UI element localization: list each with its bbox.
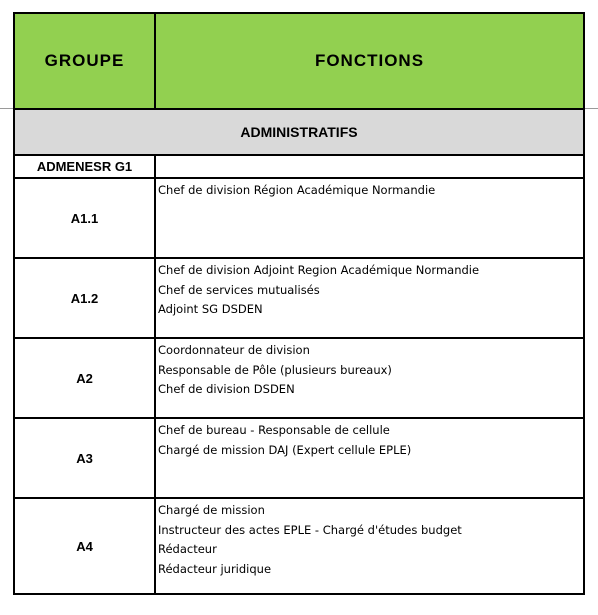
function-line: Chef de division Région Académique Normandie [158,183,436,197]
function-line: Rédacteur [158,542,217,556]
table-row [14,498,584,594]
function-line: Responsable de Pôle (plusieurs bureaux) [158,362,392,377]
function-line: Chef de services mutualisés [158,282,320,297]
group-code: A3 [14,418,155,498]
header-group: GROUPE [14,13,155,109]
function-line: Chargé de mission [158,503,265,517]
corps-name: ADMENESR G1 [14,155,155,178]
table-row [14,178,584,258]
corps-value [155,155,584,178]
functions-table [13,12,585,595]
function-line: Coordonnateur de division [158,343,310,357]
function-line: Chargé de mission DAJ (Expert cellule EPLE) [158,442,412,457]
table-row [14,258,584,338]
function-line: Chef de division DSDEN [158,382,295,396]
header-row [14,13,584,109]
group-code: A1.1 [14,178,155,258]
group-code: A2 [14,338,155,418]
group-functions [155,178,584,258]
group-code: A4 [14,498,155,594]
function-line: Chef de division Adjoint Region Académique Normandie [158,263,480,277]
function-line: Rédacteur juridique [158,561,272,576]
group-functions [155,258,584,338]
function-line: Instructeur des actes EPLE - Chargé d'études budget [158,522,462,537]
table-row [14,418,584,498]
group-code: A1.2 [14,258,155,338]
header-functions: FONCTIONS [155,13,584,109]
function-line: Adjoint SG DSDEN [158,302,263,316]
table-row [14,338,584,418]
group-functions [155,338,584,418]
corps-row [14,155,584,178]
section-row [14,109,584,155]
function-line: Chef de bureau - Responsable de cellule [158,423,390,437]
group-functions [155,418,584,498]
group-functions [155,498,584,594]
section-title: ADMINISTRATIFS [14,109,584,155]
